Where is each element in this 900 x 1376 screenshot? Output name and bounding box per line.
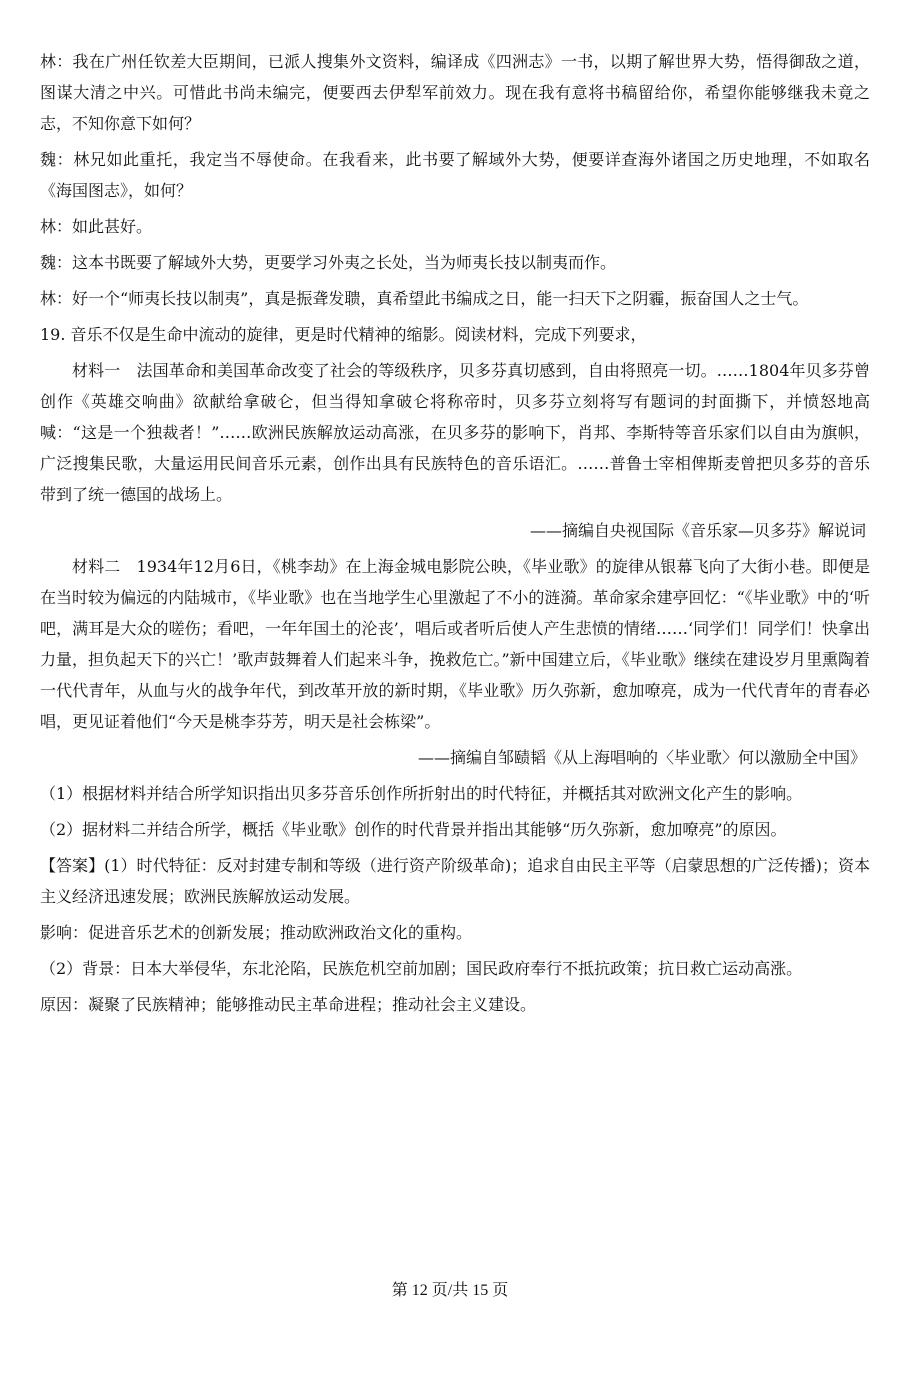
- material-one: 材料一 法国革命和美国革命改变了社会的等级秩序，贝多芬真切感到，自由将照亮一切。……1804年贝多芬曾创作《英雄交响曲》欲献给拿破仑，但当得知拿破仑将称帝时，贝多芬立刻将写有题词的封面撕下，并愤怒地高喊：“这是一个独裁者！”……欧洲民族解放运动高涨，在贝多芬的影响下，肖邦、李斯特等音乐家们以自由为旗帜，广泛搜集民歌，大量运用民间音乐元素，创作出具有民族特色的音乐语汇。……普鲁士宰相俾斯麦曾把贝多芬的音乐带到了统一德国的战场上。: [40, 361, 870, 504]
- material-two: 材料二 1934年12月6日，《桃李劫》在上海金城电影院公映，《毕业歌》的旋律从银幕飞向了大街小巷。即便是在当时较为偏远的内陆城市，《毕业歌》也在当地学生心里激起了不小的涟漪。革命家余建亭回忆：“《毕业歌》中的‘听吧，满耳是大众的嗟伤；看吧，一年年国土的沦丧’，唱后或者听后使人产生悲愤的情绪……‘同学们！同学们！快拿出力量，担负起天下的兴亡！’歌声鼓舞着人们起来斗争，挽救危亡。”新中国建立后，《毕业歌》继续在建设岁月里熏陶着一代代青年，从血与火的战争年代，到改革开放的新时期，《毕业歌》历久弥新，愈加嘹亮，成为一代代青年的青春必唱，更见证着他们“今天是桃李芬芳，明天是社会栋梁”。: [40, 557, 870, 731]
- answer-one: 【答案】(1）时代特征：反对封建专制和等级（进行资产阶级革命)；追求自由民主平等（启蒙思想的广泛传播)；资本主义经济迅速发展；欧洲民族解放运动发展。: [40, 856, 870, 906]
- material-one-source: ——摘编自央视国际《音乐家—贝多芬》解说词: [529, 521, 866, 540]
- task-two: （2）据材料二并结合所学，概括《毕业歌》创作的时代背景并指出其能够“历久弥新，愈加嘹亮”的原因。: [40, 820, 787, 839]
- material-two-source: ——摘编自邹赜韬《从上海唱响的〈毕业歌〉何以激励全中国》: [417, 748, 866, 767]
- dialogue-line-wei-1: 魏：林兄如此重托，我定当不辱使命。在我看来，此书要了解域外大势，便要详查海外诸国之历史地理，不如取名《海国图志》，如何？: [40, 150, 870, 200]
- dialogue-line-lin-3: 林：好一个“师夷长技以制夷”，真是振聋发聩，真希望此书编成之日，能一扫天下之阴霾，振奋国人之士气。: [40, 289, 809, 308]
- answer-two-background: （2）背景：日本大举侵华，东北沦陷，民族危机空前加剧；国民政府奉行不抵抗政策；抗日救亡运动高涨。: [40, 959, 803, 978]
- question-19-stem: 19. 音乐不仅是生命中流动的旋律，更是时代精神的缩影。阅读材料，完成下列要求，: [40, 325, 647, 344]
- dialogue-line-lin-1: 林：我在广州任钦差大臣期间，已派人搜集外文资料，编译成《四洲志》一书，以期了解世界大势，悟得御敌之道，图谋大清之中兴。可惜此书尚未编完，便要西去伊犁军前效力。现在我有意将书稿留给你，希望你能够继我未竟之志，不知你意下如何？: [40, 52, 870, 133]
- answer-two-reason: 原因：凝聚了民族精神；能够推动民主革命进程；推动社会主义建设。: [40, 995, 537, 1014]
- dialogue-line-wei-2: 魏：这本书既要了解域外大势，更要学习外夷之长处，当为师夷长技以制夷而作。: [40, 253, 617, 272]
- page-number: 第 12 页/共 15 页: [391, 1282, 509, 1299]
- task-one: （1）根据材料并结合所学知识指出贝多芬音乐创作所折射出的时代特征，并概括其对欧洲文化产生的影响。: [40, 784, 803, 803]
- dialogue-line-lin-2: 林：如此甚好。: [40, 217, 153, 236]
- answer-one-influence: 影响：促进音乐艺术的创新发展；推动欧洲政治文化的重构。: [40, 923, 473, 942]
